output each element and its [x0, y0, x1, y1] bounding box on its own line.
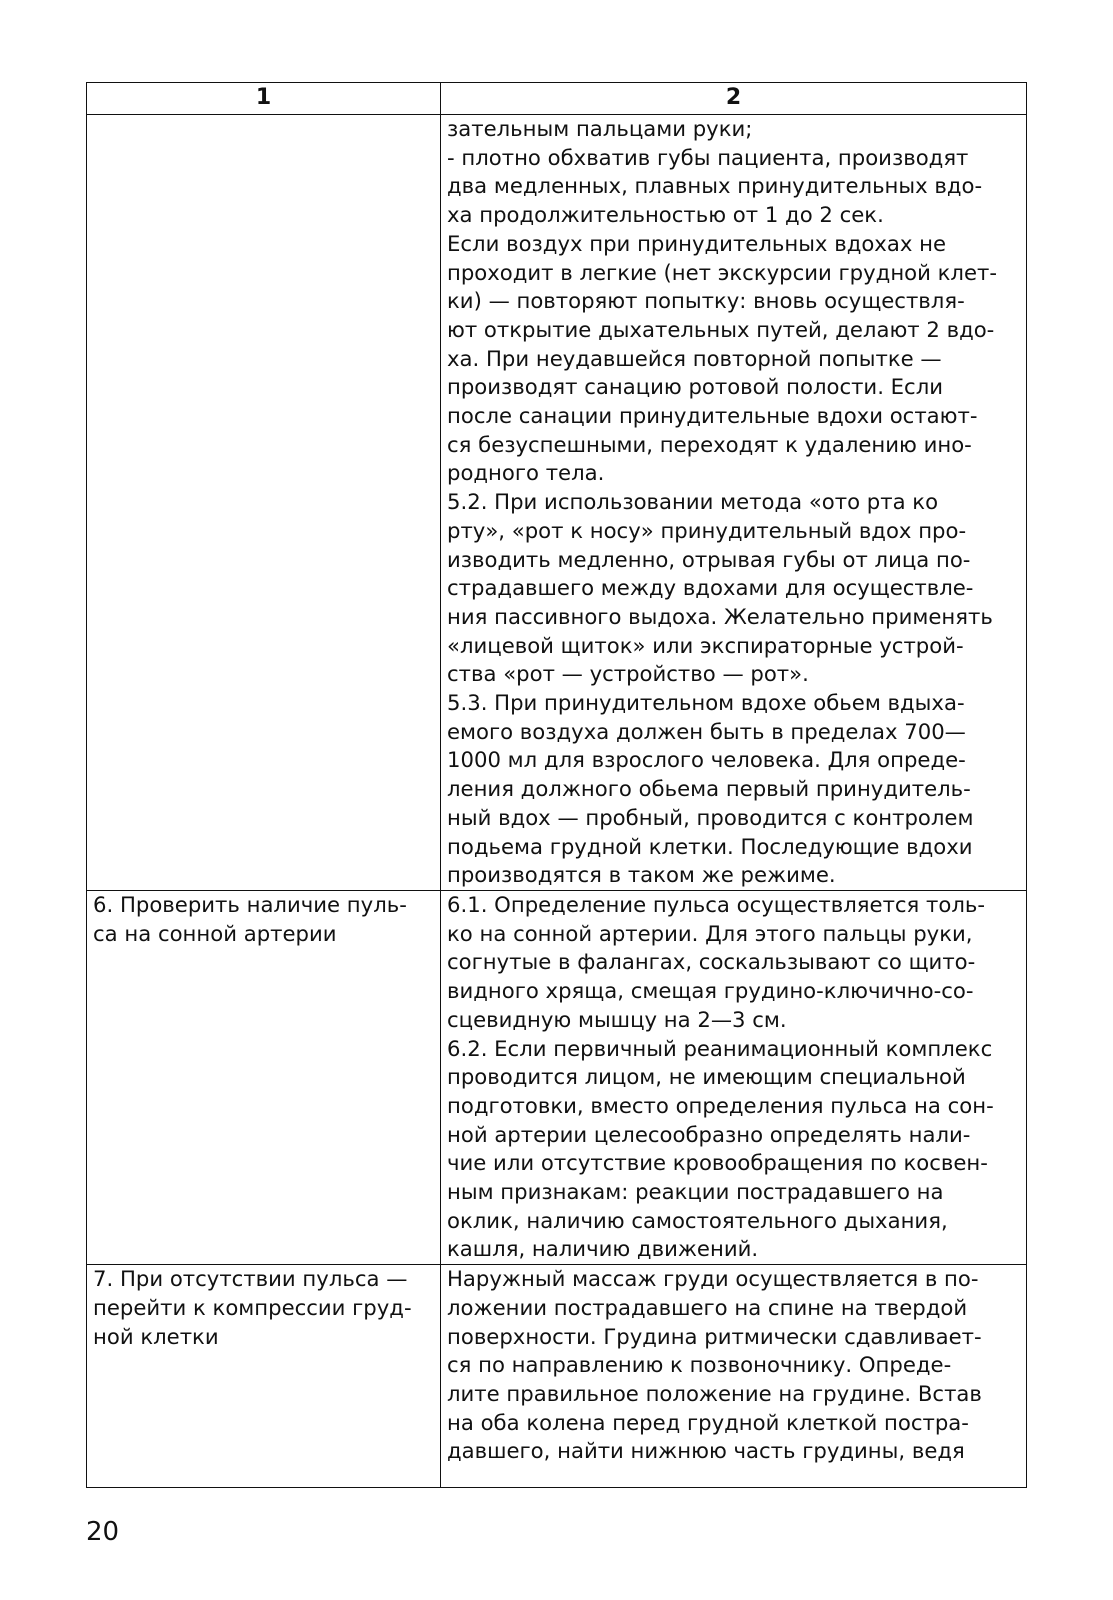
details-text: Наружный массаж груди осуществляется в по- ложении пострадавшего на спине на твердой поверхности. Грудина ритмически сдавливает- ся по направлению к позвоночнику. Опреде- лите правильное положение на грудине. Встав на оба колена перед грудной клеткой постра- давшего, найти нижнюю часть грудины, ведя: [447, 1266, 982, 1464]
table-row: [87, 1265, 1027, 1488]
step-text: 6. Проверить наличие пуль- са на сонной артерии: [93, 891, 407, 946]
column-header-2: 2: [441, 83, 1027, 115]
header-row: [87, 83, 1027, 115]
details-cell: [441, 890, 1027, 1264]
column-header-1: 1: [87, 83, 441, 115]
details-text: зательным пальцами руки; - плотно обхватив губы пациента, производят два медленных, плавных принудительных вдо- ха продолжительностью от 1 до 2 сек. Если воздух при принудительных вдохах не проходит в легкие (нет экскурсии грудной клет- ки) — повторяют попытку: вновь осуществля- ют открытие дыхательных путей, делают 2 вдо- ха. При неудавшейся повторной попытке — производят санацию ротовой полости. Если после санации принудительные вдохи остают- ся безуспешными, переходят к удалению ино- родного тела. 5.2. При использовании метода «ото рта ко рту», «рот к носу» принудительный вдох про- изводить медленно, отрывая губы от лица по- страдавшего между вдохами для осуществле- ния пассивного выдоха. Желательно применять «лицевой щиток» или экспираторные устрой- ства «рот — устройство — рот». 5.3. При принудительном вдохе обьем вдыха- емого воздуха должен быть в пределах 700— 1000 мл для взрослого человека. Для опреде- ления должного обьема первый принудитель- ный вдох — пробный, проводится с контролем подьема грудной клетки. Последующие вдохи производятся в таком же режиме.: [447, 116, 997, 888]
step-cell: [87, 115, 441, 891]
step-cell: [87, 1265, 441, 1488]
instruction-table: [86, 82, 1027, 1488]
details-cell: [441, 1265, 1027, 1488]
table-row: [87, 890, 1027, 1264]
step-cell: [87, 890, 441, 1264]
details-cell: [441, 115, 1027, 891]
step-text: 7. При отсутствии пульса — перейти к компрессии груд- ной клетки: [93, 1266, 412, 1349]
details-text: 6.1. Определение пульса осуществляется толь- ко на сонной артерии. Для этого пальцы руки, согнутые в фалангах, соскальзывают со щито- видного хряща, смещая грудино-ключично-со- сцевидную мышцу на 2—3 см. 6.2. Если первичный реанимационный комплекс проводится лицом, не имеющим специальной подготовки, вместо определения пульса на сон- ной артерии целесообразно определять нали- чие или отсутствие кровообращения по косвен- ным признакам: реакции пострадавшего на оклик, наличию самостоятельного дыхания, кашля, наличию движений.: [447, 891, 994, 1262]
table-row: [87, 115, 1027, 891]
page-number: 20: [86, 1517, 120, 1547]
